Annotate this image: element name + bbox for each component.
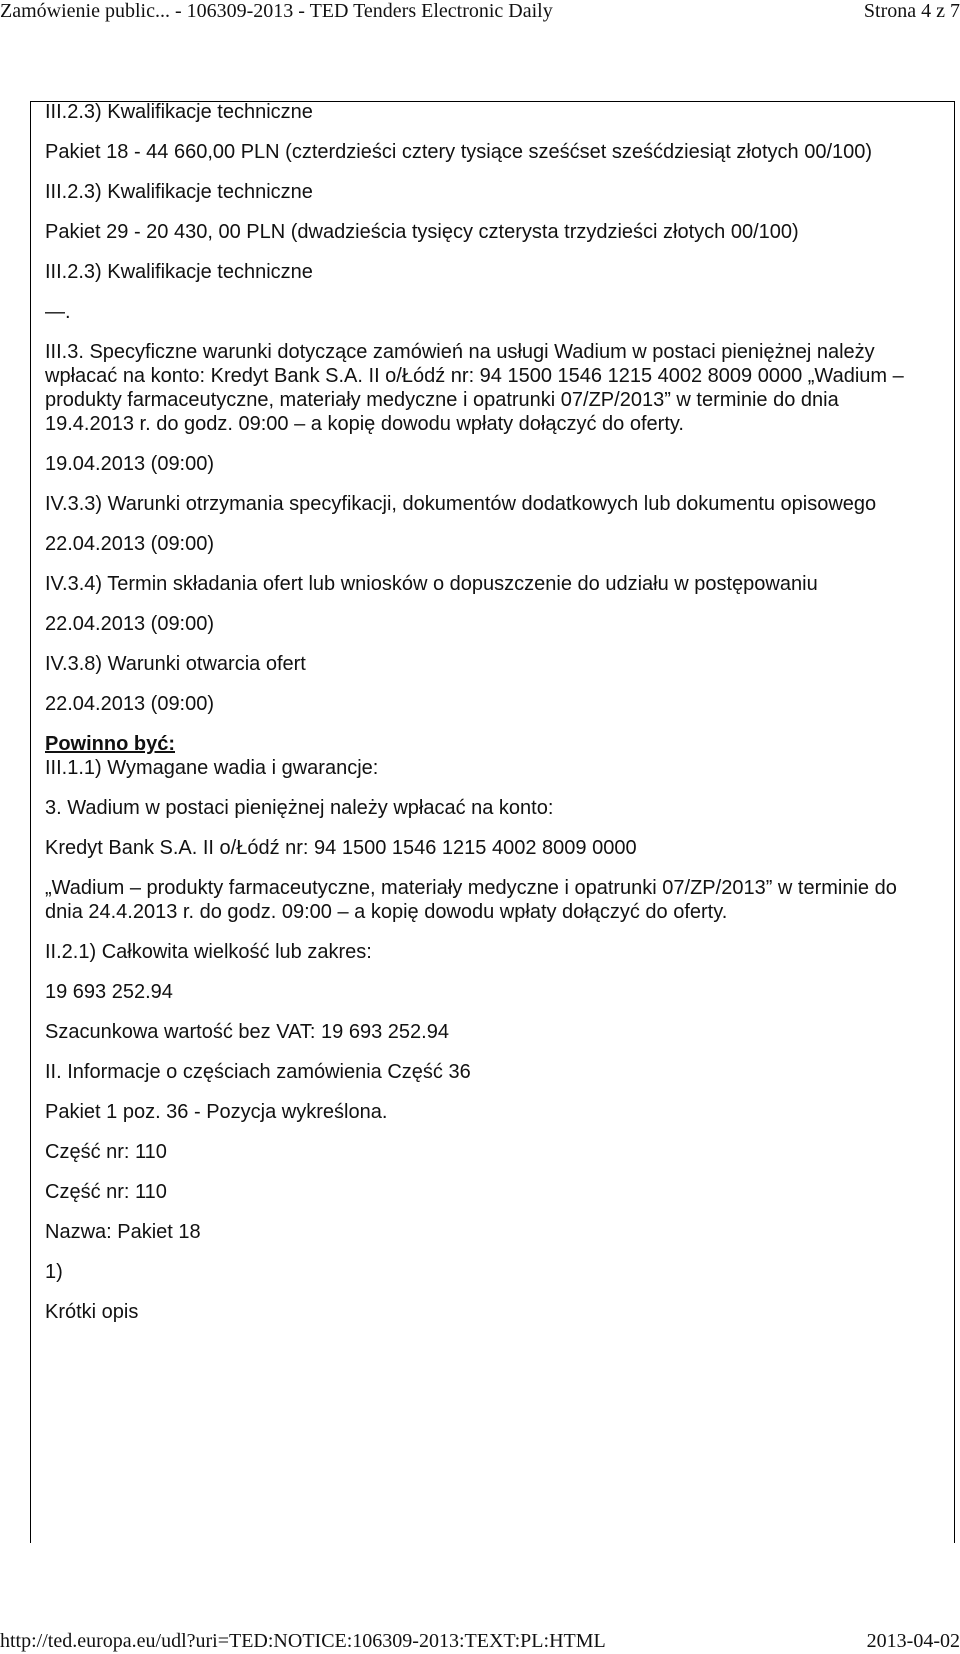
paragraph: 1) — [45, 1261, 63, 1283]
paragraph: 3. Wadium w postaci pieniężnej należy wpłacać na konto: — [45, 797, 554, 819]
paragraph: Pakiet 29 - 20 430, 00 PLN (dwadzieścia tysięcy czterysta trzydzieści złotych 00/100) — [45, 221, 799, 243]
paragraph: Szacunkowa wartość bez VAT: 19 693 252.94 — [45, 1021, 449, 1043]
paragraph: —. — [45, 301, 71, 323]
section-heading: IV.3.8) Warunki otwarcia ofert — [45, 653, 306, 675]
header-title: Zamówienie public... - 106309-2013 - TED Tenders Electronic Daily — [0, 0, 553, 22]
paragraph: Nazwa: Pakiet 18 — [45, 1221, 201, 1243]
section-heading: III.2.3) Kwalifikacje techniczne — [45, 181, 313, 203]
paragraph: Pakiet 18 - 44 660,00 PLN (czterdzieści cztery tysiące sześćset sześćdziesiąt złotych 00/100) — [45, 141, 873, 163]
footer-date: 2013-04-02 — [866, 1630, 960, 1652]
paragraph: 19 693 252.94 — [45, 981, 173, 1003]
document-body — [45, 100, 925, 1324]
paragraph: III.3. Specyficzne warunki dotyczące zamówień na usługi Wadium w postaci pieniężnej należy wpłacać na konto: Kredyt Bank S.A. II o/Łódź nr: 94 1500 1546 1215 4002 8009 0000 „Wadium – produkty farmaceutyczne, materiały medyczne i opatrunki 07/ZP/2013” w terminie do dnia 19.4.2013 r. do godz. 09:00 – a kopię dowodu wpłaty dołączyć do oferty. — [45, 341, 904, 435]
paragraph: II. Informacje o częściach zamówienia Część 36 — [45, 1061, 471, 1083]
paragraph: Część nr: 110 — [45, 1181, 167, 1203]
section-heading: III.2.3) Kwalifikacje techniczne — [45, 101, 313, 123]
section-heading: IV.3.3) Warunki otrzymania specyfikacji, dokumentów dodatkowych lub dokumentu opisowego — [45, 493, 877, 515]
date-value: 22.04.2013 (09:00) — [45, 613, 215, 635]
section-heading: III.2.3) Kwalifikacje techniczne — [45, 261, 313, 283]
section-heading: III.1.1) Wymagane wadia i gwarancje: — [45, 757, 379, 779]
paragraph: Pakiet 1 poz. 36 - Pozycja wykreślona. — [45, 1101, 388, 1123]
date-value: 19.04.2013 (09:00) — [45, 453, 215, 475]
paragraph: „Wadium – produkty farmaceutyczne, materiały medyczne i opatrunki 07/ZP/2013” w terminie do dnia 24.4.2013 r. do godz. 09:00 – a kopię dowodu wpłaty dołączyć do oferty. — [45, 877, 897, 923]
date-value: 22.04.2013 (09:00) — [45, 693, 215, 715]
footer-url: http://ted.europa.eu/udl?uri=TED:NOTICE:106309-2013:TEXT:PL:HTML — [0, 1630, 606, 1652]
paragraph: Kredyt Bank S.A. II o/Łódź nr: 94 1500 1546 1215 4002 8009 0000 — [45, 837, 637, 859]
header-page-number: Strona 4 z 7 — [863, 0, 960, 22]
section-heading: II.2.1) Całkowita wielkość lub zakres: — [45, 941, 372, 963]
date-value: 22.04.2013 (09:00) — [45, 533, 215, 555]
correction-heading: Powinno być: — [45, 733, 175, 755]
section-heading: IV.3.4) Termin składania ofert lub wniosków o dopuszczenie do udziału w postępowaniu — [45, 573, 818, 595]
page-header — [0, 0, 960, 28]
paragraph: Część nr: 110 — [45, 1141, 167, 1163]
paragraph: Krótki opis — [45, 1301, 139, 1323]
page-footer — [0, 1630, 960, 1654]
